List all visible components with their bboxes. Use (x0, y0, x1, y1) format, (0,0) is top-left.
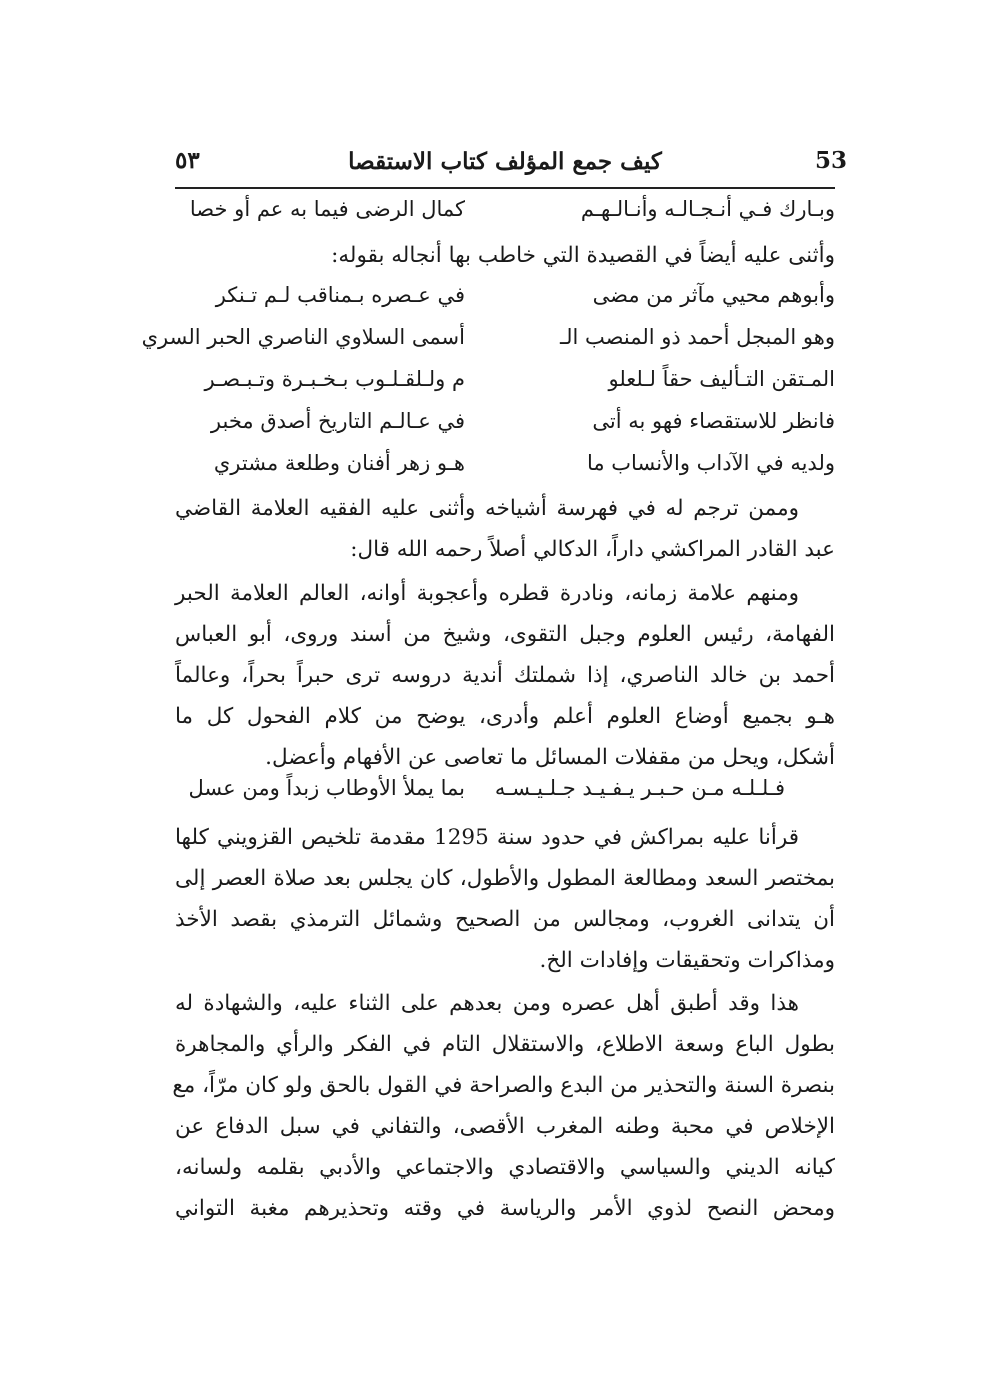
verse-line (175, 367, 835, 405)
paragraph-line: كيانه الديني والسياسي والاقتصادي والاجتماعي والأدبي بقلمه ولسانه، (175, 1155, 835, 1180)
verse-second-hemistich: في عـالـم التاريخ أصدق مخبر (210, 409, 465, 433)
verse-first-hemistich: فـلـلـه مـن حـبـر يـفـيـد جـلـيـسـه (494, 776, 785, 800)
paragraph-line: أن يتدانى الغروب، ومجالس من الصحيح وشمائل الترمذي بقصد الأخذ (175, 907, 835, 932)
verse-first-hemistich: فانظر للاستقصاء فهو به أتى (592, 409, 835, 433)
running-title: كيف جمع المؤلف كتاب الاستقصا (348, 148, 662, 175)
verse-line (175, 409, 835, 447)
verse-second-hemistich: بما يملأ الأوطاب زبداً ومن عسل (188, 776, 465, 800)
paragraph-line: الإخلاص في محبة وطنه المغرب الأقصى، والتفاني في سبل الدفاع عن (175, 1114, 835, 1139)
verse-first-hemistich: ولديه في الآداب والأنساب ما (586, 451, 835, 475)
paragraph-line: هذا وقد أطبق أهل عصره ومن بعدهم على الثناء عليه، والشهادة له (175, 991, 799, 1016)
paragraph-line: عبد القادر المراكشي داراً، الدكالي أصلاً رحمه الله قال: (350, 537, 835, 562)
verse-second-hemistich: م ولـلقـلـوب بـخـبـرة وتـبـصـر (204, 367, 465, 391)
verse-line (175, 451, 835, 489)
verse-first-hemistich: وهو المبجل أحمد ذو المنصب الـ (559, 325, 835, 349)
paragraph-line: بنصرة السنة والتحذير من البدع والصراحة في القول بالحق ولو كان مرّاً، مع (172, 1073, 835, 1098)
verse-line (175, 283, 835, 321)
paragraph-line: بطول الباع وسعة الاطلاع، والاستقلال التام في الفكر والرأي والمجاهرة (175, 1032, 835, 1057)
page-header (175, 147, 848, 189)
paragraph (175, 573, 835, 778)
paragraph-line: قرأنا عليه بمراكش في حدود سنة 1295 مقدمة تلخيص القزويني كلها (175, 825, 799, 850)
verse-line (175, 776, 835, 814)
paragraph-line: ومذاكرات وتحقيقات وإفادات الخ. (539, 948, 835, 973)
verse-second-hemistich: في عـصره بـمناقب لـم تـنكر (215, 283, 465, 307)
verse-first-hemistich: المـتقن التـأليف حقاً لـلعلو (608, 367, 835, 391)
paragraph-line: الفهامة، رئيس العلوم وجبل التقوى، وشيخ من أسند وروى، أبو العباس (175, 622, 835, 647)
paragraph-line: بمختصر السعد ومطالعة المطول والأطول، كان يجلس بعد صلاة العصر إلى (175, 866, 835, 891)
verse-line (175, 197, 835, 235)
paragraph-line: ومنهم علامة زمانه، ونادرة قطره وأعجوبة أوانه، العالم العلامة الحبر (175, 581, 799, 606)
paragraph-line: ومحض النصح لذوي الأمر والرياسة في وقته وتحذيرهم مغبة التواني (175, 1196, 835, 1221)
paragraph (175, 817, 835, 981)
verse-first-hemistich: وبـارك فـي أنـجـالـه وأنـالـهـم (580, 197, 835, 221)
verse-line (141, 325, 835, 363)
paragraph-line: أحمد بن خالد الناصري، إذا شملتك أندية دروسه ترى حبراً بحراً، وعالماً (175, 663, 835, 688)
intro-line: وأثنى عليه أيضاً في القصيدة التي خاطب بها أنجاله بقوله: (331, 243, 835, 268)
verse-second-hemistich: أسمى السلاوي الناصري الحبر السري (141, 325, 465, 349)
page-number-latin: 53 (815, 147, 848, 174)
page-number-arabic: ٥٣ (175, 147, 200, 174)
verse-second-hemistich: هـو زهر أفنان وطلعة مشتري (213, 451, 465, 475)
paragraph (172, 983, 835, 1229)
paragraph-line: وممن ترجم له في فهرسة أشياخه وأثنى عليه الفقيه العلامة القاضي (175, 496, 799, 521)
paragraph-line: هـو بجميع أوضاع العلوم أعلم وأدرى، يوضح من كلام الفحول كل ما (175, 704, 835, 729)
paragraph-line: أشكل، ويحل من مقفلات المسائل ما تعاصى عن الأفهام وأعضل. (265, 745, 835, 770)
paragraph (175, 488, 835, 570)
verse-first-hemistich: وأبوهم محيي مآثر من مضى (592, 283, 835, 307)
verse-second-hemistich: كمال الرضى فيما به عم أو خصا (189, 197, 465, 221)
